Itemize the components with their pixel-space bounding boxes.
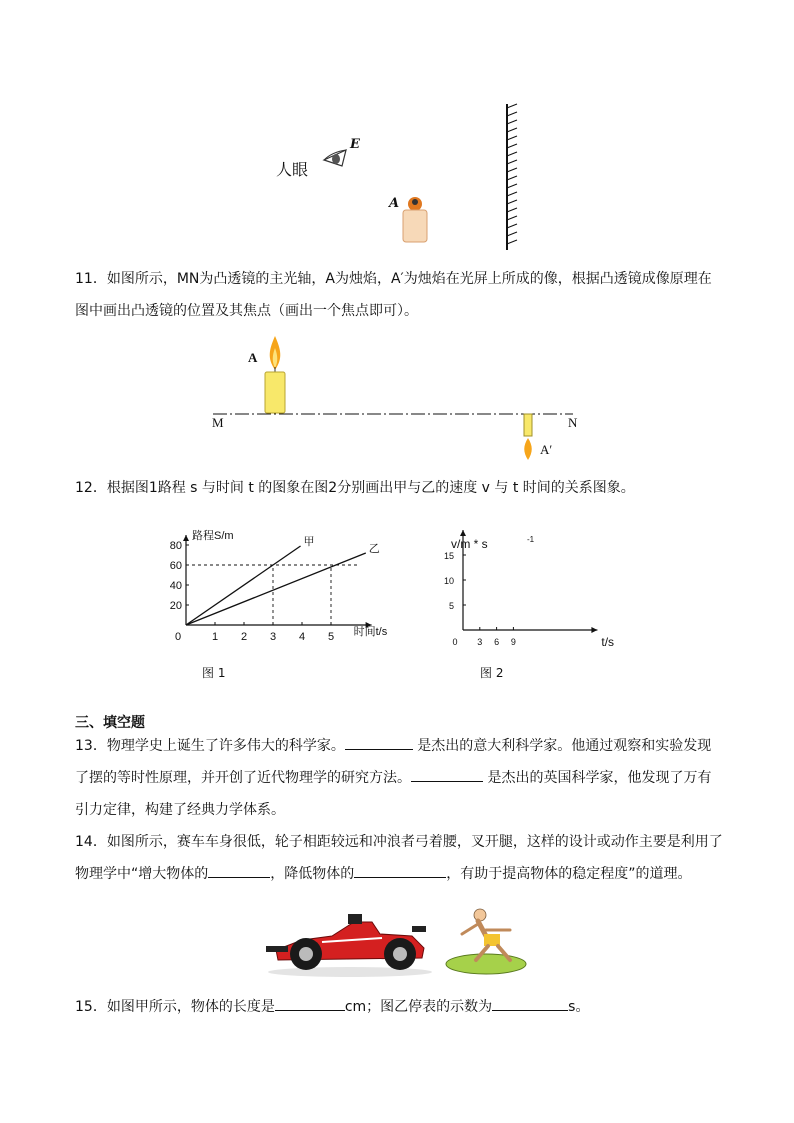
surfer-picture	[440, 906, 530, 978]
q13-blank-2[interactable]	[411, 767, 483, 782]
q13-line1	[75, 730, 725, 762]
y-tick-label: 10	[443, 576, 454, 586]
series-line-2	[186, 553, 366, 625]
question-12	[75, 472, 725, 504]
q14-line2-b: ，降低物体的	[270, 866, 355, 882]
q13-line2	[75, 762, 725, 794]
candle-icon	[261, 334, 291, 414]
q14-line2-c: ，有助于提高物体的稳定程度”的道理。	[446, 866, 692, 882]
candle-jar-icon	[401, 195, 431, 243]
x-tick-label: 1	[211, 631, 219, 643]
y-tick-label: 15	[443, 551, 454, 561]
section-heading: 三、填空题	[75, 715, 145, 731]
q15-text-b: cm；图乙停表的示数为	[344, 999, 493, 1015]
q14-blank-1[interactable]	[208, 863, 270, 878]
q13-blank-1[interactable]	[345, 735, 413, 750]
plane-mirror	[503, 104, 523, 250]
y-axis-label-superscript: -1	[527, 535, 535, 544]
q11-label-a: A	[248, 350, 258, 365]
q11-label-n: N	[568, 415, 578, 430]
q14-line2	[75, 858, 725, 890]
figure2-caption: 图 2	[480, 666, 504, 680]
eye-icon	[322, 146, 352, 168]
y-tick-label: 5	[448, 601, 454, 611]
question-13	[75, 730, 725, 826]
q13-line1-a: 13．物理学史上诞生了许多伟大的科学家。	[75, 738, 345, 754]
x-axis-label: t/s	[601, 635, 615, 649]
q13-line1-b: 是杰出的意大利科学家。他通过观察和实验发现	[412, 738, 712, 754]
series-label-1: 甲	[303, 535, 315, 548]
q12-text: 12．根据图1路程 s 与时间 t 的图象在图2分别画出甲与乙的速度 v 与 t 时间的关系图象。	[75, 480, 635, 496]
principal-axis-mn	[213, 412, 573, 416]
q13-line3: 引力定律，构建了经典力学体系。	[75, 802, 285, 818]
y-tick-label: 40	[169, 580, 182, 592]
question-15	[75, 991, 725, 1023]
figure2-v-t-chart	[430, 510, 630, 650]
x-axis-label: 时间t/s	[353, 626, 388, 638]
series-label-2: 乙	[368, 542, 380, 555]
x-tick-label: 3	[477, 637, 483, 647]
q15-line	[75, 991, 725, 1023]
q15-text-a: 15．如图甲所示，物体的长度是	[75, 999, 275, 1015]
origin-label: 0	[174, 631, 182, 643]
y-axis-arrow	[183, 535, 189, 541]
x-axis-arrow	[591, 627, 597, 633]
x-tick-label: 4	[298, 631, 306, 643]
q14-blank-2[interactable]	[354, 863, 446, 878]
q15-text-c: s。	[568, 999, 590, 1015]
q15-blank-2[interactable]	[492, 996, 568, 1011]
figure1-s-t-chart	[170, 505, 410, 645]
origin-label: 0	[452, 637, 458, 647]
y-axis-label: 路程S/m	[192, 530, 234, 542]
q11-line1: 11．如图所示，MN为凸透镜的主光轴，A为烛焰，A′为烛焰在光屏上所成的像，根据凸透镜成像原理在	[75, 271, 712, 287]
q13-line2-b: 是杰出的英国科学家，他发现了万有	[483, 770, 712, 786]
x-tick-label: 2	[240, 631, 248, 643]
x-tick-label: 5	[327, 631, 335, 643]
y-axis-arrow	[460, 530, 466, 536]
race-car-picture	[262, 906, 432, 978]
x-tick-label: 3	[269, 631, 277, 643]
y-tick-label: 80	[169, 540, 182, 552]
q14-line2-a: 物理学中“增大物体的	[75, 866, 209, 882]
q15-blank-1[interactable]	[275, 996, 345, 1011]
y-axis-label: v/m * s	[451, 537, 488, 551]
q11-line2: 图中画出凸透镜的位置及其焦点（画出一个焦点即可）。	[75, 303, 418, 319]
inverted-candle-image-icon	[520, 414, 536, 462]
a-label-mirror: A	[389, 196, 400, 211]
q11-label-a-prime: A′	[540, 442, 553, 457]
x-tick-label: 9	[510, 637, 516, 647]
q11-label-m: M	[212, 415, 224, 430]
q13-line2-a: 了摆的等时性原理，并开创了近代物理学的研究方法。	[75, 770, 411, 786]
question-14	[75, 826, 725, 890]
question-11	[75, 263, 725, 327]
x-tick-label: 6	[494, 637, 500, 647]
figure1-caption: 图 1	[202, 666, 226, 680]
y-tick-label: 60	[169, 560, 182, 572]
q14-line1: 14．如图所示，赛车车身很低，轮子相距较远和冲浪者弓着腰，叉开腿，这样的设计或动作主要是利用了	[75, 834, 723, 850]
e-label: E	[350, 137, 360, 152]
y-tick-label: 20	[169, 600, 182, 612]
eye-label: 人眼	[276, 160, 309, 179]
